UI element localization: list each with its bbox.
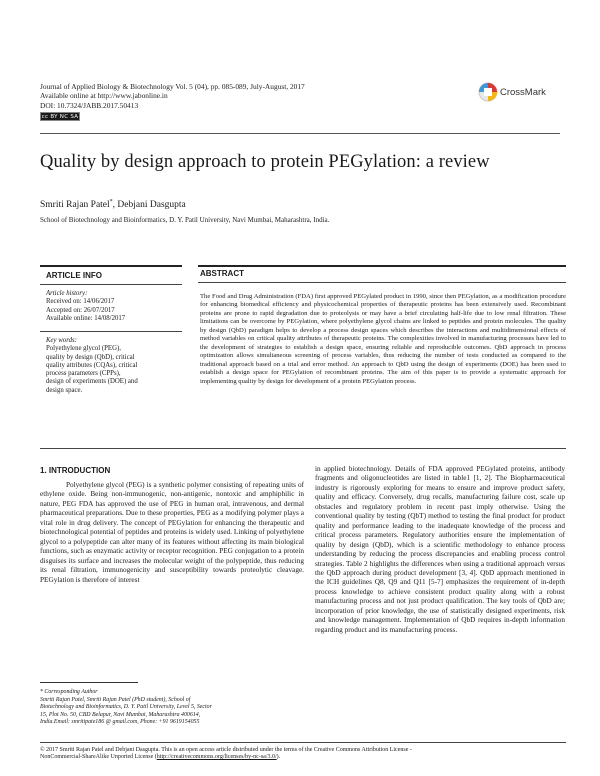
keywords-block xyxy=(46,337,182,395)
available-date: Available online: 14/08/2017 xyxy=(46,314,126,322)
keyword-line: process parameters (CPPs), xyxy=(46,370,121,378)
history-label: Article history: xyxy=(46,290,88,297)
intro-paragraph: Polyethylene glycol (PEG) is a synthetic polymer consisting of repeating units of ethylene oxide. Being non-immunogenic, non-antigenic, nontoxic and amphiphilic in nature, PEG FDA has approved the use of PEG in human oral, intravenous, and dermal pharmaceutical preparations. Due to these properties, PEG as a modifying polymer plays a vital role in drug delivery. The concept of PEGylation for enhancing the therapeutic and biotechnological potential of peptides and proteins is widely used. Linking of polyethylene glycol to a polypeptide can alter many of its features without affecting its main biological functions, such as enzymatic activity or receptor recognition. PEG conjugation to a protein disguises its surface and increases the molecular weight of the polypeptide, thus reducing its renal filtration, immunogenicity and susceptibility towards proteolytic cleavage. PEGylation is therefore of interest xyxy=(40,481,304,584)
introduction-heading: 1. INTRODUCTION xyxy=(40,466,111,475)
journal-citation xyxy=(40,82,305,110)
abstract-body: The Food and Drug Administration (FDA) first approved PEGylated product in 1990, since then PEGylation, as a modification procedure for enhancing biomedical efficiency and physicochemical properties of therapeutic proteins has been extensively used. Recombinant proteins are prone to rapid degradation due to proteolysis or may have a brief circulating half-life due to low renal filtration. These limitations can be overcome by PEGylation, where polyethylene glycol chains are linked to peptides and protein molecules. The quality by design (QbD) paradigm helps to develop a process design spaces which describes the interactions and multidimensional effects of method variables on critical quality attributes of therapeutic proteins. The complexities involved in manufacturing processes have led to the development of strategies to establish a design space, ensuring reliable and reproducible outcomes. QbD approach in process optimization allows simultaneous screening of process variables, thus reducing the number of tests conducted as compared to the traditional approach based on a trial and error method. An approach to QbD using the design of experiments (DOE) has been used to establish a design space for PEGylation of recombinant proteins. The aim of this paper is to provide a systematic approach for implementing quality by design for development of a protein PEGylation process. xyxy=(200,293,566,385)
article-history xyxy=(46,290,182,323)
article-info-top-rule xyxy=(40,265,182,267)
footer-rule xyxy=(40,742,566,743)
keyword-line: Polyethylene glycol (PEG), xyxy=(46,345,121,353)
article-info-rule xyxy=(40,284,182,285)
abstract-bottom-rule xyxy=(40,448,566,449)
license-link[interactable]: http://creativecommons.org/licenses/by-nc-sa/3.0/ xyxy=(156,754,277,761)
article-title: Quality by design approach to protein PEGylation: a review xyxy=(40,152,490,172)
footnote-line: Biotechnology and Bioinformatics, D. Y. Patil University, Level 5, Sector xyxy=(40,704,212,710)
doi-line[interactable]: DOI: 10.7324/JABB.2017.50413 xyxy=(40,100,139,110)
keyword-line: design of experiments (DOE) and xyxy=(46,378,138,386)
copyright-line: © 2017 Smriti Rajan Patel and Debjani Dasgupta. This is an open access article distributed under the terms of the Creative Commons Attribution License - xyxy=(40,747,412,753)
journal-line: Journal of Applied Biology & Biotechnology Vol. 5 (04), pp. 085-089, July-August, 2017 xyxy=(40,82,305,91)
abstract-top-rule xyxy=(198,265,566,267)
header-divider xyxy=(40,133,560,134)
footnote-label: * Corresponding Author xyxy=(40,689,98,695)
footnote-line: 15, Plot No. 50, CBD Belapur, Navi Mumbai, Maharashtra 400614, xyxy=(40,711,201,718)
license-prefix: NonCommercial-ShareAlike Unported License ( xyxy=(40,754,157,761)
keyword-line: design space. xyxy=(46,386,83,394)
author-list xyxy=(40,199,186,210)
crossmark-icon xyxy=(478,80,500,104)
availability-line[interactable]: Available online at http://www.jabonline.in xyxy=(40,91,168,101)
corresponding-author-note xyxy=(40,689,315,727)
footnote-rule xyxy=(40,682,138,683)
crossmark-badge[interactable] xyxy=(478,80,562,104)
received-date: Received on: 14/06/2017 xyxy=(46,298,115,306)
author-primary: Smriti Rajan Patel xyxy=(40,200,110,211)
license-line xyxy=(40,754,565,761)
cc-license-badge[interactable]: cc BY NC SA xyxy=(41,114,79,120)
author-secondary: , Debjani Dasgupta xyxy=(112,200,186,211)
keywords-label: Key words: xyxy=(46,337,77,344)
accepted-date: Accepted on: 26/07/2017 xyxy=(46,306,115,314)
keyword-line: quality attributes (CQAs), critical xyxy=(46,361,138,369)
license-footer xyxy=(40,747,565,762)
keyword-line: quality by design (QbD), critical xyxy=(46,353,135,361)
license-suffix: ). xyxy=(276,754,281,761)
corresponding-mark: * xyxy=(109,199,113,205)
intro-paragraph-continued: in applied biotechnology. Details of FDA approved PEGylated proteins, antibody fragments and oligonucleotides are listed in table1 [1, 2]. The Biopharmaceutical industry is rigorously exploring for means to ensure and improve product safety, quality and efficacy. Conversely, drug recalls, manufacturing failure cost, scale up obstacles and regulatory problem in recent past imply otherwise. Using the conventional quality by testing (QbT) method to testing the final product for product quality and performance leading to the inadequate knowledge of the process and critical process parameters. Regulatory authorities ensure the implementation of quality by design (QbD), which is a scientific methodology to enhance process understanding by reducing the process discrepancies and enabling process control strategies. Table 2 highlights the differences when using a traditional approach versus the QbD approach during product development [3, 4]. QbD approach mentioned in the ICH guidelines Q8, Q9 and Q11 [5-7] emphasizes the requirement of in-depth process knowledge to achieve consistent product quality along with a robust manufacturing process and not just product qualification. The key tools of QbD are; incorporation of prior knowledge, the use of statistically designed experiments, risk and knowledge management. Implementation of QbD requires in-depth information regarding product and its manufacturing process. xyxy=(315,465,565,634)
history-rule xyxy=(40,331,182,332)
footnote-line: Smriti Rajan Patel, Smriti Rajan Patel (PhD student), School of xyxy=(40,696,191,703)
crossmark-label: CrossMark xyxy=(500,87,546,98)
article-info-heading: ARTICLE INFO xyxy=(46,271,102,280)
footnote-line: India.Email: smritipate186 @ gmail.com, Phone: +91 9619154055 xyxy=(40,719,200,725)
intro-right-column xyxy=(315,465,565,635)
intro-left-column xyxy=(40,481,304,585)
abstract-heading: ABSTRACT xyxy=(200,269,244,278)
affiliation: School of Biotechnology and Bioinformatics, D. Y. Patil University, Navi Mumbai, Maharashtra, India. xyxy=(40,216,330,224)
abstract-rule xyxy=(198,282,566,283)
